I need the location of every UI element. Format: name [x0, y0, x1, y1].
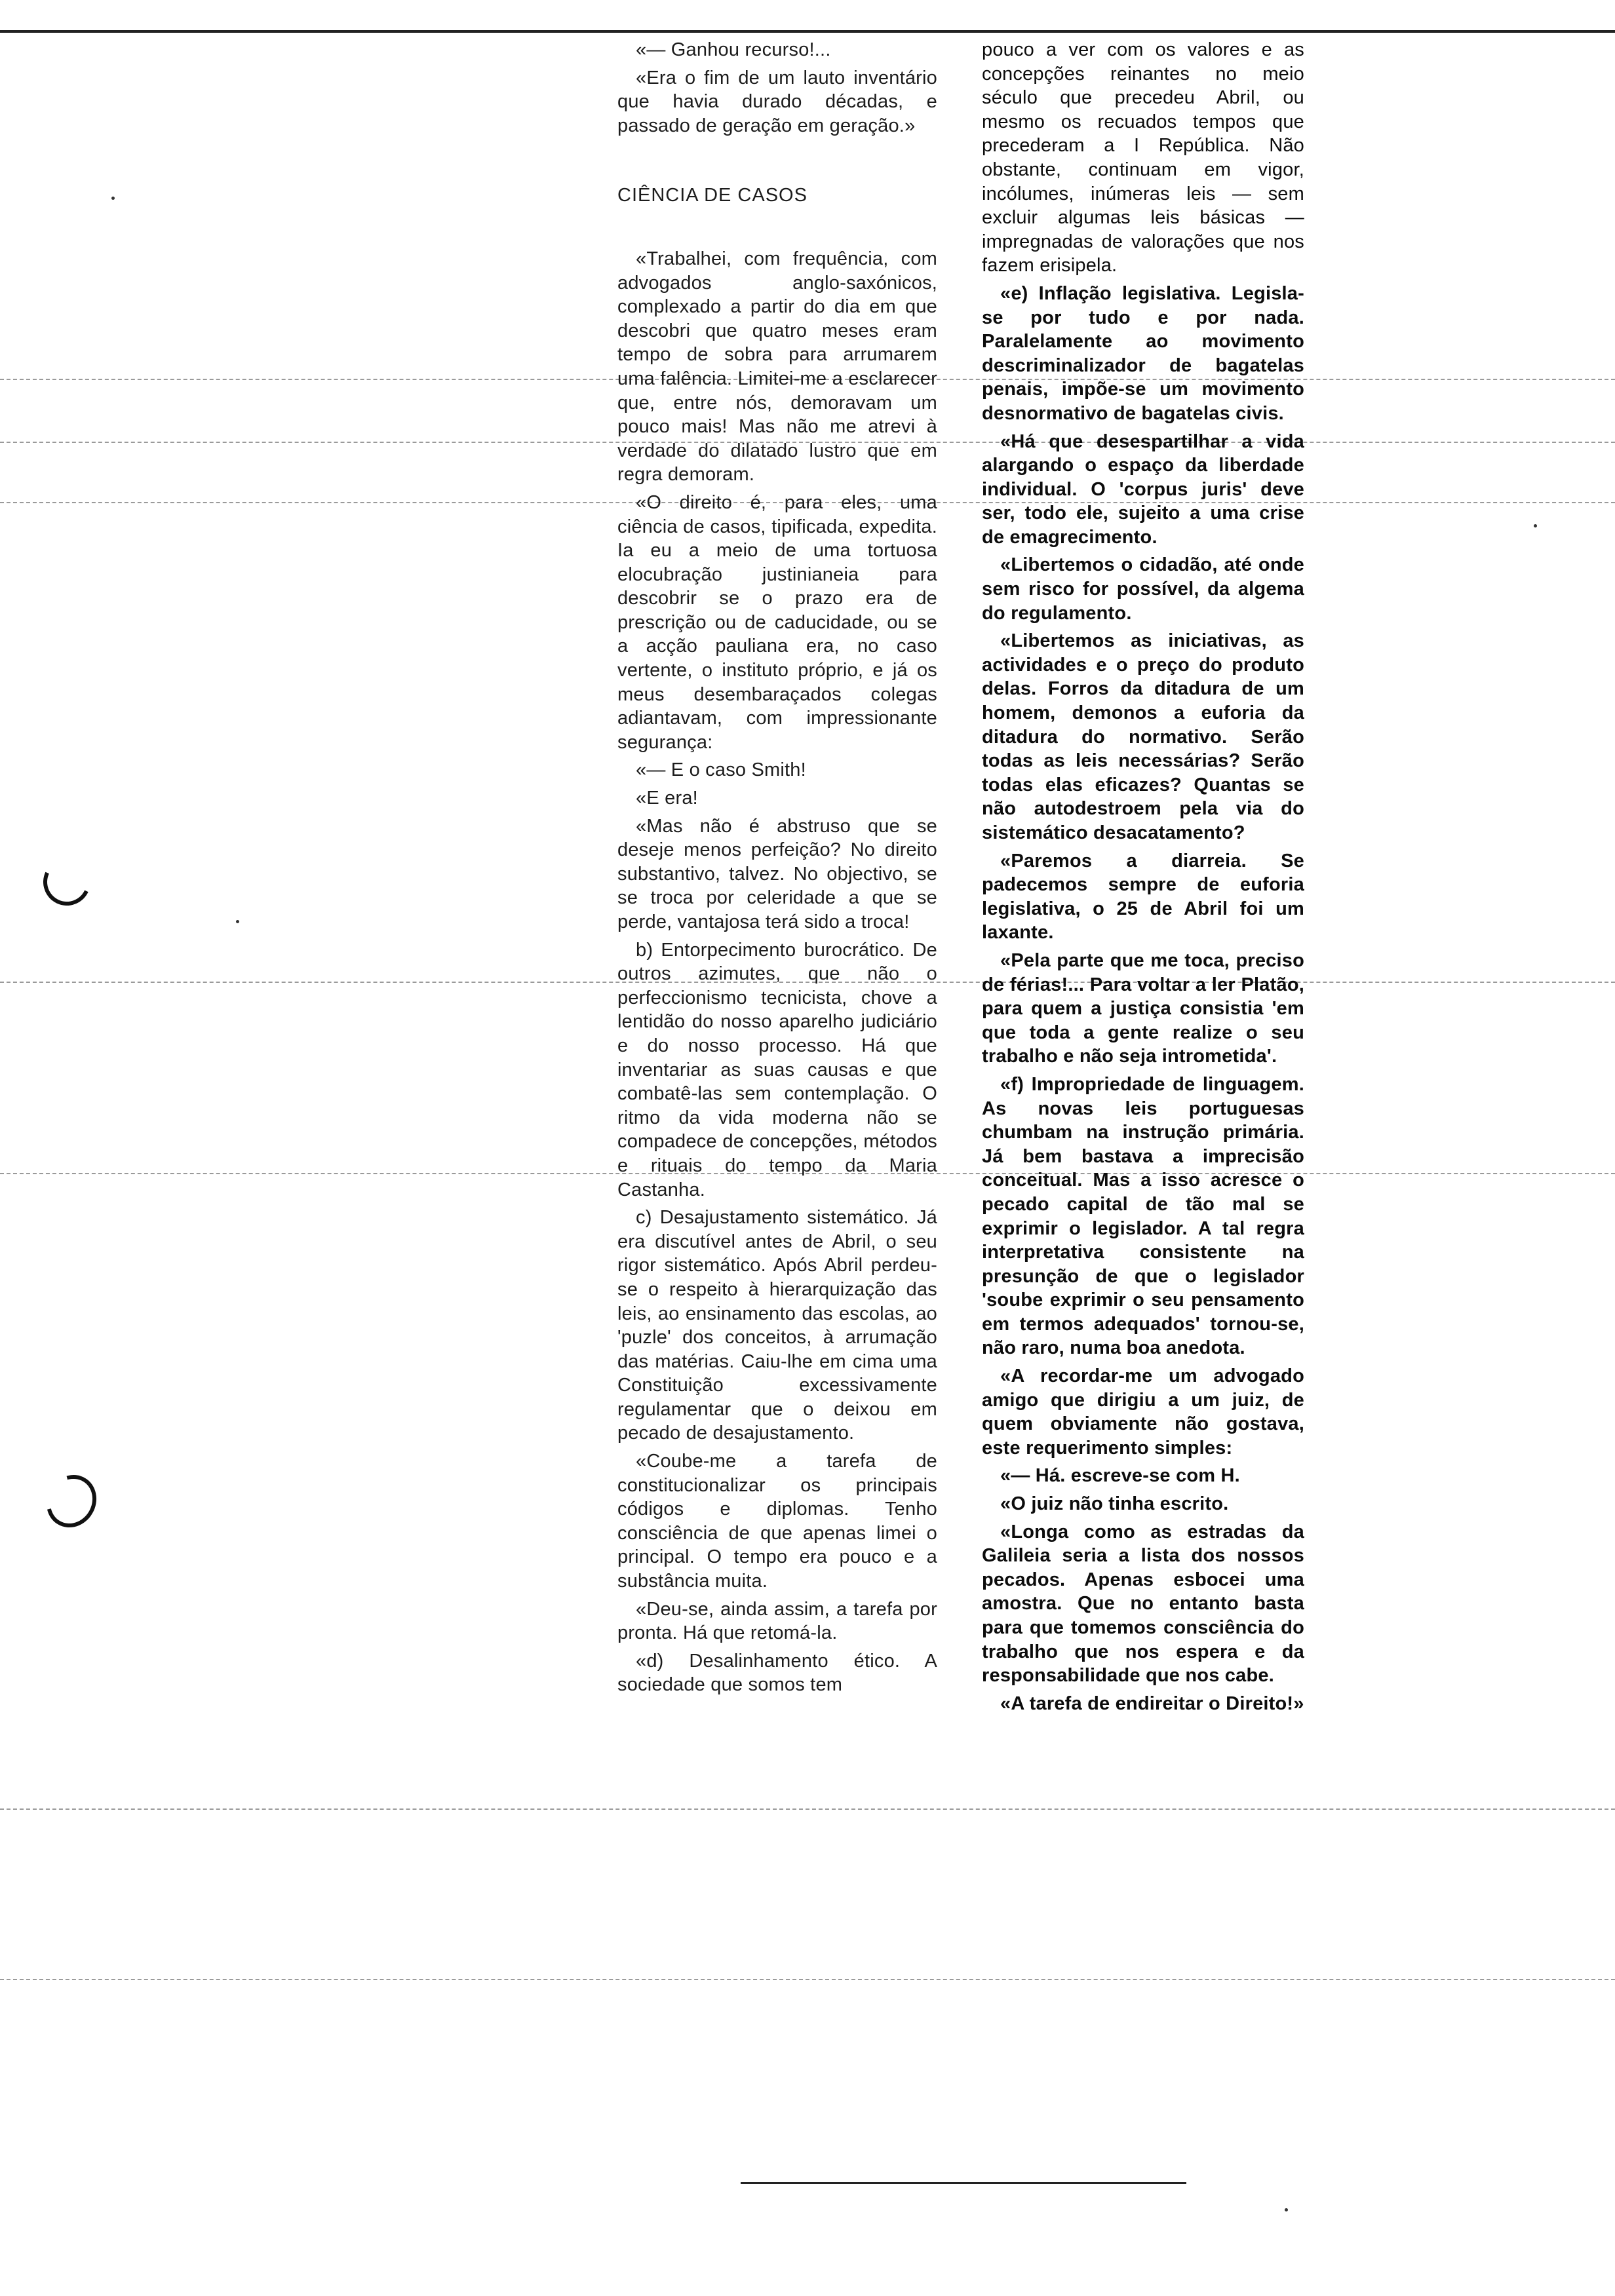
paragraph: b) Entorpecimento burocrático. De outros azimutes, que não o perfeccionismo tecnicista, chove a lentidão do nosso aparelho judiciário e do nosso processo. Há que inventariar as suas causas e que combatê-las sem contemplação. O ritmo da vida moderna não se compadece de concepções, métodos e rituais do tempo da Maria Castanha. — [617, 939, 937, 1200]
paragraph: «Pela parte que me toca, preciso de férias!... Para voltar a ler Platão, para quem a justiça consistia 'em que toda a gente realize o seu trabalho e não seja intrometida'. — [982, 949, 1304, 1067]
paragraph: «O direito é, para eles, uma ciência de casos, tipificada, expedita. Ia eu a meio de uma tortuosa elocubração justinianeia para descobrir se o prazo era de prescrição ou de caducidade, ou se a acção pauliana era, no caso vertente, o instituto próprio, e já os meus desembaraçados colegas adiantavam, com impressionante segurança: — [617, 491, 937, 753]
paragraph: «O juiz não tinha escrito. — [1000, 1493, 1229, 1515]
scan-dot — [1285, 2208, 1288, 2211]
top-rule — [0, 30, 1615, 33]
paragraph: «Deu-se, ainda assim, a tarefa por pronta. Há que retomá-la. — [617, 1598, 937, 1644]
paragraph: «A tarefa de endireitar o Direito!» — [1000, 1693, 1304, 1714]
paragraph: «E era! — [636, 788, 698, 809]
paragraph: «Longa como as estradas da Galileia seria a lista dos nossos pecados. Apenas esbocei uma amostra. Que no entanto basta para que tomemos consciência do trabalho que nos espera e da responsabilidade que nos cabe. — [982, 1521, 1304, 1687]
paragraph: «Libertemos o cidadão, até onde sem risco for possível, da algema do regulamento. — [982, 554, 1304, 624]
paragraph: «A recordar-me um advogado amigo que dirigiu a um juiz, de quem obviamente não gostava, este requerimento simples: — [982, 1366, 1304, 1459]
scan-dot — [1534, 524, 1537, 527]
paragraph: «— E o caso Smith! — [636, 759, 806, 781]
scan-dot — [236, 920, 239, 923]
paragraph: «e) Inflação legislativa. Legisla-se por tudo e por nada. Paralelamente ao movimento descriminalizador de bagatelas penais, impõe-se um movimento desnormativo de bagatelas civis. — [982, 282, 1304, 424]
article-column-right — [982, 38, 1304, 1719]
section-heading: CIÊNCIA DE CASOS — [617, 185, 808, 206]
scan-smudge — [37, 852, 97, 912]
paragraph: pouco a ver com os valores e as concepções reinantes no meio século que precedeu Abril, ou mesmo os recuados tempos que precederam a I República. Não obstante, continuam em vigor, incólumes, inúmeras leis — sem excluir algumas leis básicas — impregnadas de valorações que nos fazem erisipela. — [982, 39, 1304, 277]
paragraph: «Paremos a diarreia. Se padecemos sempre de euforia legislativa, o 25 de Abril foi um laxante. — [982, 850, 1304, 944]
paragraph: «Mas não é abstruso que se deseje menos perfeição? No direito substantivo, talvez. No objectivo, se se troca por celeridade a que se perde, vantajosa terá sido a troca! — [617, 815, 937, 932]
scan-dot — [111, 197, 115, 200]
paragraph: c) Desajustamento sistemático. Já era discutível antes de Abril, o seu rigor sistemático. Após Abril perdeu-se o respeito à hierarquização das leis, ao ensinamento das escolas, ao 'puzle' dos conceitos, à arrumação das matérias. Caiu-lhe em cima uma Constituição excessivamente regulamentar que o deixou em pecado de desajustamento. — [617, 1207, 937, 1444]
paragraph: «d) Desalinhamento ético. A sociedade que somos tem — [617, 1650, 937, 1696]
bottom-rule — [741, 2182, 1186, 2184]
paragraph: «— Há. escreve-se com H. — [1000, 1465, 1240, 1487]
paragraph: «Coube-me a tarefa de constitucionalizar os principais códigos e diplomas. Tenho consciência de que apenas limei o principal. O tempo era pouco e a substância muita. — [617, 1451, 937, 1592]
scan-line — [0, 1979, 1615, 1980]
paragraph: «Há que desespartilhar a vida alargando o espaço da liberdade individual. O 'corpus juris' deve ser, todo ele, sujeito a uma crise de emagrecimento. — [982, 430, 1304, 548]
scan-line — [0, 1808, 1615, 1810]
paragraph: «f) Impropriedade de linguagem. As novas leis portuguesas chumbam na instrução primária. Já bem bastava a imprecisão conceitual. Mas a isso acresce o pecado capital de tão mal se exprimir o legislador. A tal regra interpretativa consistente na presunção de que o legislador 'soube exprimir o seu pensamento em termos adequados' tornou-se, não raro, numa boa anedota. — [982, 1073, 1304, 1359]
scan-smudge — [37, 1466, 106, 1537]
paragraph: «Era o fim de um lauto inventário que havia durado décadas, e passado de geração em geração.» — [617, 67, 937, 136]
paragraph: «Libertemos as iniciativas, as actividades e o preço do produto delas. Forros da ditadura de um homem, demonos a euforia da ditadura do normativo. Serão todas as leis necessárias? Serão todas elas eficazes? Quantas se não autodestroem pela via do sistemático desacatamento? — [982, 630, 1304, 843]
paragraph: «— Ganhou recurso!... — [636, 39, 831, 60]
article-column-left — [617, 38, 937, 1701]
paragraph: «Trabalhei, com frequência, com advogados anglo-saxónicos, complexado a partir do dia em que descobri que quatro meses eram tempo de sobra para arrumarem uma falência. Limitei-me a esclarecer que, entre nós, demoravam um pouco mais! Mas não me atrevi à verdade do dilatado lustro que em regra demoram. — [617, 248, 937, 486]
